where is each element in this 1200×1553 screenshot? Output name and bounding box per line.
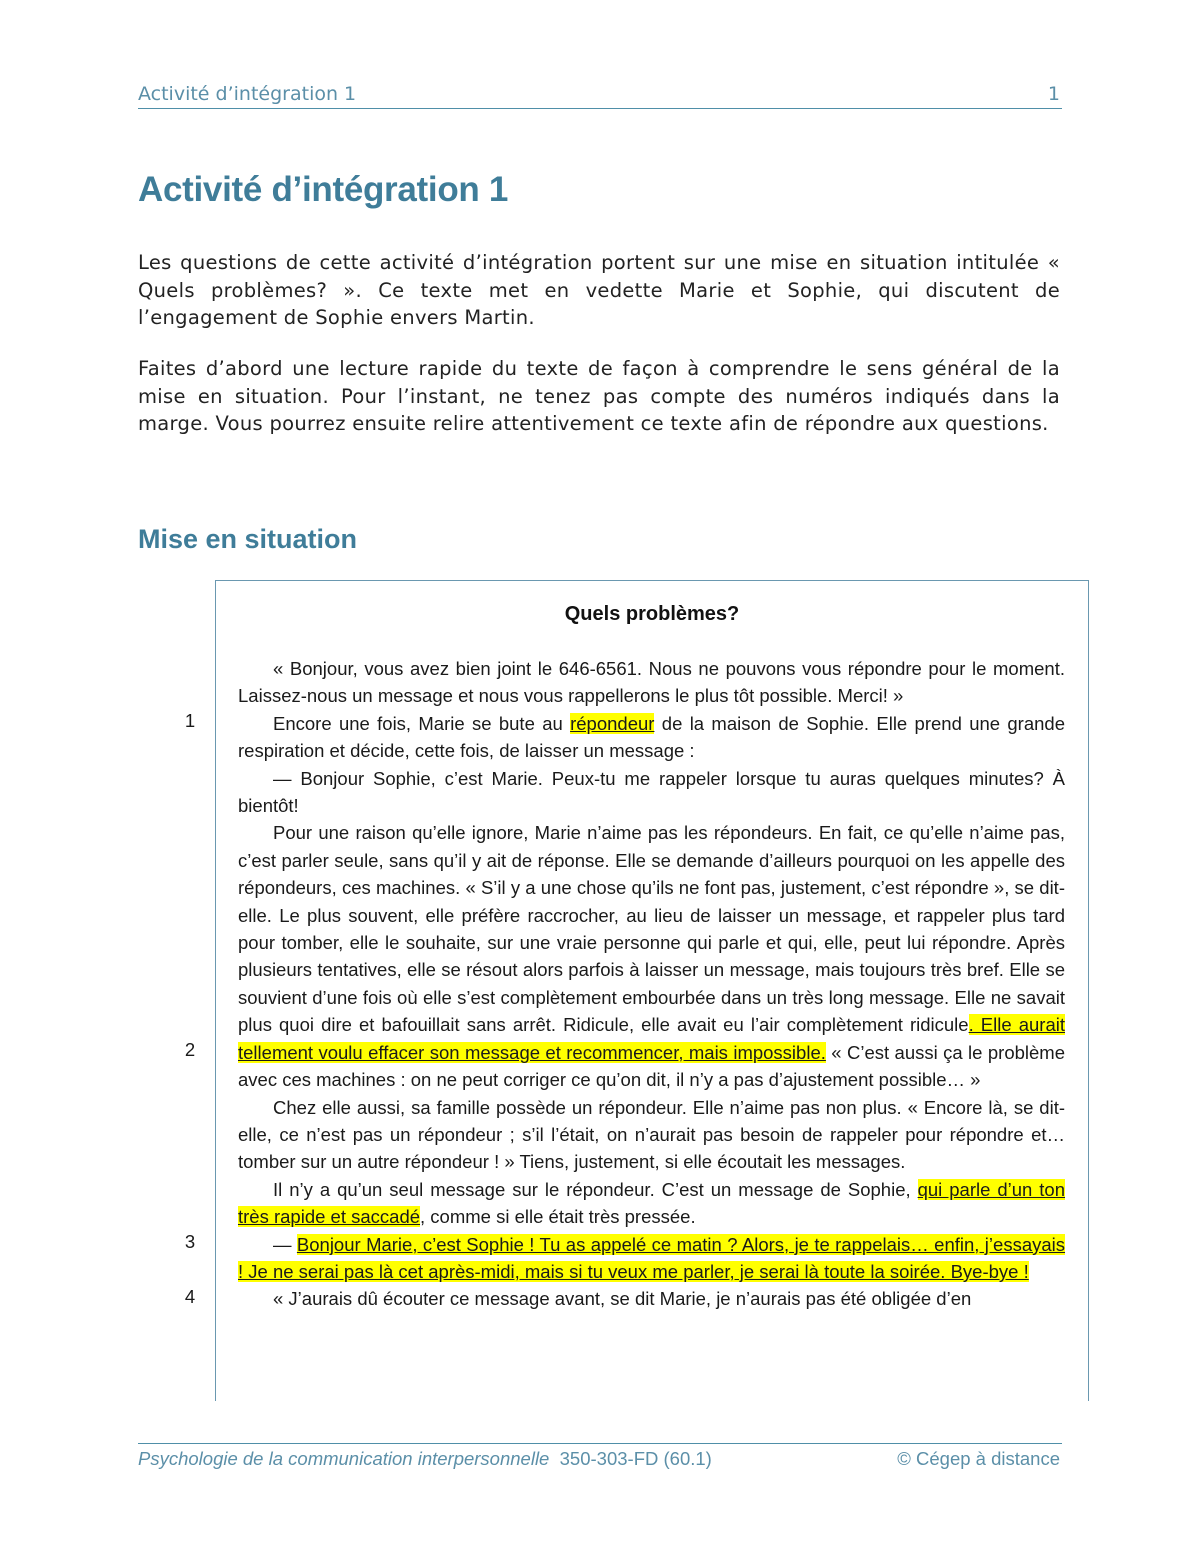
margin-number: 4 — [184, 1286, 196, 1307]
story-paragraph: — Bonjour Marie, c’est Sophie ! Tu as appelé ce matin ? Alors, je te rappelais… enfin, j’essayais ! Je ne serai pas là cet après-midi, mais si tu veux me parler, je serai là toute la soirée. Bye-bye ! — [238, 1233, 1066, 1282]
section-title: Mise en situation — [138, 524, 358, 554]
highlighted-text: . Elle aurait tellement voulu effacer son message et recommencer, mais impossible. — [238, 1014, 1065, 1063]
story-paragraph: Encore une fois, Marie se bute au répondeur de la maison de Sophie. Elle prend une grande respiration et décide, cette fois, de laisser un message : — [238, 712, 1065, 762]
highlighted-text: qui parle d’un ton très rapide et saccadé — [238, 1178, 1065, 1228]
page-number: 1 — [1047, 83, 1060, 105]
story-paragraph: Chez elle aussi, sa famille possède un répondeur. Elle n’aime pas non plus. « Encore là, se dit-elle, ce n’est pas un répondeur ; s’il l’était, on n’aurait pas besoin de rappeler pour répondre et… tomber sur un autre répondeur ! » Tiens, justement, si elle écoutait les messages. — [238, 1096, 1065, 1173]
highlighted-text: Bonjour Marie, c’est Sophie ! Tu as appelé ce matin ? Alors, je te rappelais… enfin, j’essayais ! Je ne serai pas là cet après-midi, mais si tu veux me parler, je serai là toute la soirée. Bye-bye ! — [238, 1233, 1066, 1282]
story-paragraph: « J’aurais dû écouter ce message avant, se dit Marie, je n’aurais pas été obligée d’en — [273, 1288, 972, 1310]
page-footer — [138, 1443, 1062, 1470]
header-title: Activité d’intégration 1 — [138, 83, 357, 105]
margin-number: 1 — [184, 710, 196, 731]
story-paragraph: Il n’y a qu’un seul message sur le répondeur. C’est un message de Sophie, qui parle d’un ton très rapide et saccadé, comme si elle était très pressée. — [238, 1178, 1065, 1228]
page-title: Activité d’intégration 1 — [138, 170, 509, 209]
highlighted-text: répondeur — [570, 712, 655, 734]
footer-course: Psychologie de la communication interpersonnelle — [138, 1448, 550, 1469]
story-paragraph: — Bonjour Sophie, c’est Marie. Peux-tu me rappeler lorsque tu auras quelques minutes? À bientôt! — [238, 767, 1065, 817]
story-paragraph: Pour une raison qu’elle ignore, Marie n’aime pas les répondeurs. En fait, ce qu’elle n’aime pas, c’est parler seule, sans qu’il y ait de réponse. Elle se demande d’ailleurs pourquoi on les appelle des répondeurs, ces machines. « S’il y a une chose qu’ils ne font pas, justement, c’est répondre », se dit-elle. Le plus souvent, elle préfère raccrocher, au lieu de laisser un message, et rappeler plus tard pour tomber, elle le souhaite, sur une vraie personne qui parle et qui, elle, peut lui répondre. Après plusieurs tentatives, elle se résout alors parfois à laisser un message, mais toujours très bref. Elle se souvient d’une fois où elle s’est complètement embourbée dans un très long message. Elle ne savait plus quoi dire et bafouillait sans arrêt. Ridicule, elle avait eu l’air complètement ridicule. Elle aurait tellement voulu effacer son message et recommencer, mais impossible. « C’est aussi ça le problème avec ces machines : on ne peut corriger ce qu’on dit, il n’y a pas d’ajustement possible… » — [238, 822, 1065, 1091]
margin-number: 2 — [184, 1039, 196, 1060]
footer-copyright: © Cégep à distance — [897, 1448, 1060, 1469]
footer-code: 350-303-FD (60.1) — [559, 1448, 712, 1469]
intro-paragraph-2: Faites d’abord une lecture rapide du texte de façon à comprendre le sens général de la mise en situation. Pour l’instant, ne tenez pas compte des numéros indiqués dans la marge. Vous pourrez ensuite relire attentivement ce texte afin de répondre aux questions. — [138, 357, 1060, 435]
story-text — [238, 655, 1065, 1313]
intro-paragraph-1: Les questions de cette activité d’intégration portent sur une mise en situation intitulée « Quels problèmes? ». Ce texte met en vedette Marie et Sophie, qui discutent de l’engagement de Sophie envers Martin. — [138, 251, 1060, 329]
margin-number: 3 — [184, 1231, 196, 1252]
page-header — [138, 83, 1062, 109]
story-title: Quels problèmes? — [564, 603, 740, 625]
story-paragraph: « Bonjour, vous avez bien joint le 646-6561. Nous ne pouvons vous répondre pour le moment. Laissez-nous un message et nous vous rappellerons le plus tôt possible. Merci! » — [238, 658, 1065, 707]
